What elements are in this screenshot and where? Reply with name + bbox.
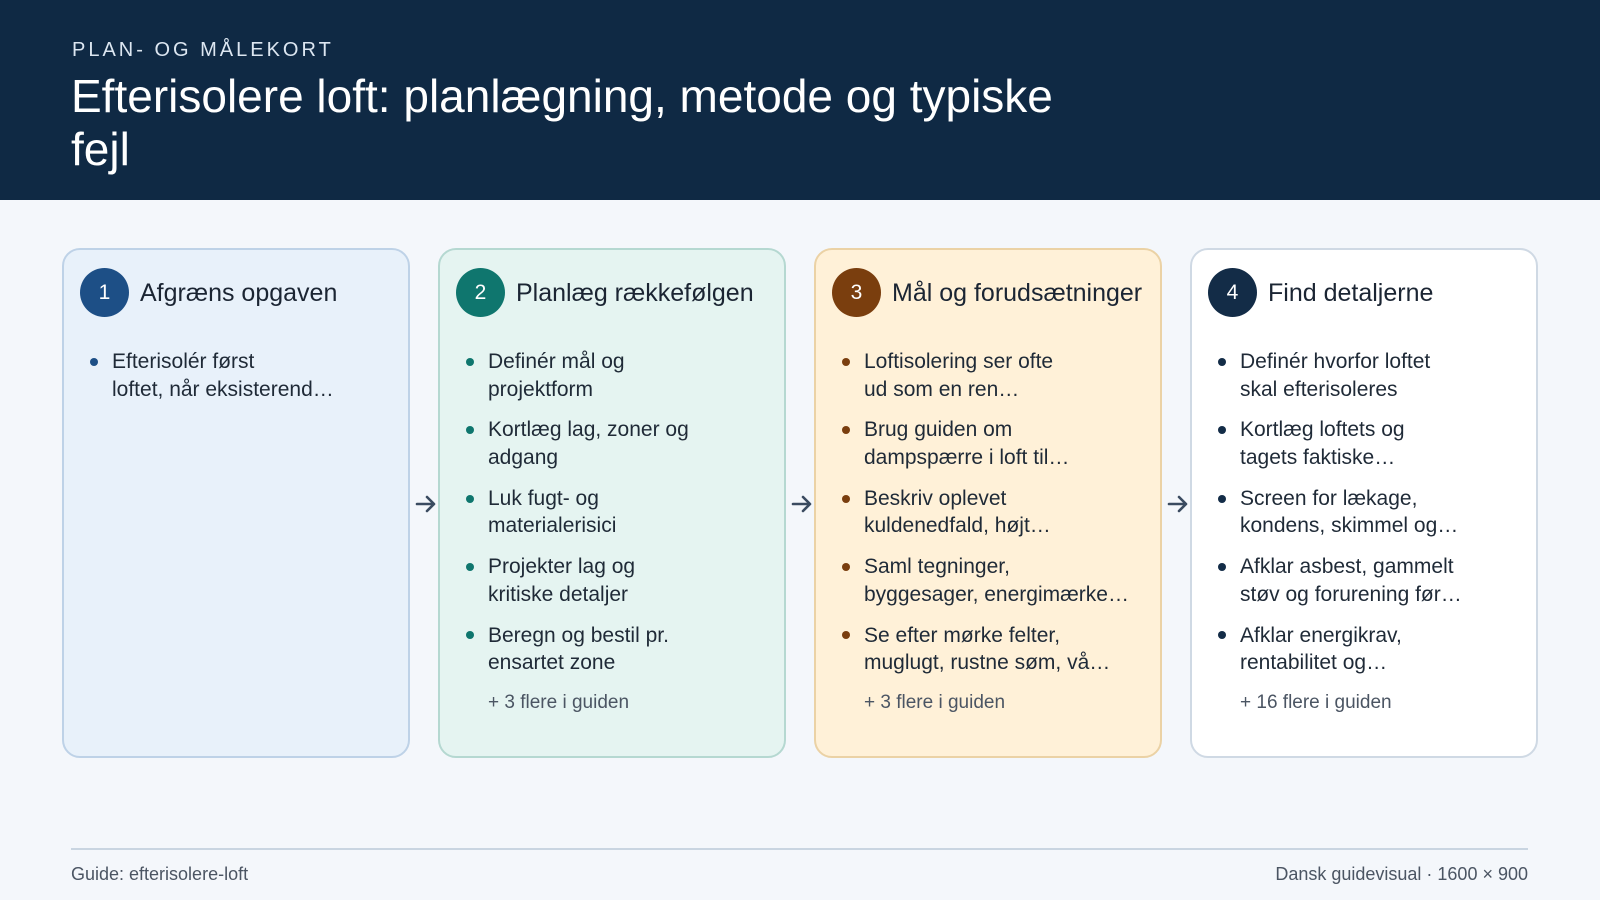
card-title: Mål og forudsætninger: [892, 278, 1143, 307]
list-item: [80, 348, 392, 403]
list-item: [456, 553, 768, 608]
item-line: Loftisolering ser ofte: [864, 350, 1054, 373]
item-line: loftet, når eksisterend…: [112, 377, 334, 401]
bullet-icon: [1218, 563, 1226, 571]
bullet-icon: [90, 358, 98, 366]
footer-meta-label: Dansk guidevisual · 1600 × 900: [1275, 864, 1528, 884]
bullet-icon: [842, 631, 850, 639]
step-card-4: [1190, 248, 1538, 758]
card-header: [456, 268, 768, 317]
bullet-icon: [1218, 358, 1226, 366]
more-items-note: + 16 flere i guiden: [1240, 691, 1392, 713]
item-line: kuldenedfald, højt…: [864, 514, 1051, 538]
card-header: [832, 268, 1144, 317]
item-list: [1208, 348, 1520, 677]
item-line: ensartet zone: [488, 651, 616, 675]
item-line: støv og forurening før…: [1240, 582, 1462, 606]
bullet-icon: [466, 631, 474, 639]
item-line: kondens, skimmel og…: [1240, 514, 1459, 538]
item-line: skal efterisoleres: [1240, 377, 1398, 401]
card-header: [1208, 268, 1520, 317]
item-line: ud som en ren…: [864, 377, 1020, 401]
item-line: muglugt, rustne søm, vå…: [864, 651, 1111, 675]
item-line: Beregn og bestil pr.: [488, 623, 669, 647]
list-item: [832, 485, 1144, 540]
list-item: [832, 553, 1144, 608]
item-line: materialerisici: [488, 514, 617, 538]
more-items-note: + 3 flere i guiden: [864, 691, 1006, 713]
list-item: [1208, 622, 1520, 677]
step-number-badge: 3: [832, 268, 881, 317]
step-card-1: [62, 248, 410, 758]
item-line: Definér hvorfor loftet: [1240, 350, 1431, 373]
step-card-3: [814, 248, 1162, 758]
item-line: Luk fugt- og: [488, 486, 599, 510]
item-line: dampspærre i loft til…: [864, 445, 1070, 469]
item-line: byggesager, energimærke…: [864, 582, 1129, 606]
header-band: [0, 0, 1600, 200]
bullet-icon: [466, 426, 474, 434]
list-item: [1208, 485, 1520, 540]
bullet-icon: [842, 563, 850, 571]
eyebrow-label: PLAN- OG MÅLEKORT: [72, 39, 334, 61]
bullet-icon: [842, 426, 850, 434]
list-item: [456, 622, 768, 677]
item-line: Projekter lag og: [488, 555, 636, 579]
list-item: [832, 622, 1144, 677]
bullet-icon: [1218, 495, 1226, 503]
more-items-note: + 3 flere i guiden: [488, 691, 630, 713]
item-line: Screen for lækage,: [1240, 486, 1418, 510]
footer-guide-label: Guide: efterisolere-loft: [71, 864, 249, 884]
arrow-right-icon: [414, 492, 438, 516]
item-line: Kortlæg loftets og: [1240, 418, 1405, 442]
page-title: Efterisolere loft: planlægning, metode og typiske fejl: [71, 70, 1053, 175]
item-list: [80, 348, 392, 403]
item-line: Kortlæg lag, zoner og: [488, 418, 689, 442]
card-title: Afgræns opgaven: [140, 278, 338, 307]
list-item: [1208, 348, 1520, 403]
bullet-icon: [1218, 426, 1226, 434]
list-item: [832, 348, 1144, 403]
item-line: Beskriv oplevet: [864, 486, 1007, 510]
footer-divider: [71, 848, 1528, 850]
step-number-badge: 1: [80, 268, 129, 317]
item-line: adgang: [488, 445, 559, 469]
item-line: Efterisolér først: [112, 350, 255, 373]
item-list: [832, 348, 1144, 677]
item-list: [456, 348, 768, 677]
arrow-right-icon: [790, 492, 814, 516]
bullet-icon: [842, 495, 850, 503]
card-title: Find detaljerne: [1268, 278, 1434, 307]
item-line: Se efter mørke felter,: [864, 623, 1061, 647]
list-item: [456, 485, 768, 540]
bullet-icon: [842, 358, 850, 366]
item-line: kritiske detaljer: [488, 582, 629, 606]
step-number-badge: 4: [1208, 268, 1257, 317]
bullet-icon: [466, 563, 474, 571]
list-item: [456, 348, 768, 403]
card-header: [80, 268, 392, 317]
item-line: rentabilitet og…: [1240, 651, 1388, 675]
item-line: tagets faktiske…: [1240, 445, 1396, 469]
step-number-badge: 2: [456, 268, 505, 317]
list-item: [832, 416, 1144, 471]
list-item: [1208, 553, 1520, 608]
bullet-icon: [1218, 631, 1226, 639]
item-line: Definér mål og: [488, 350, 625, 373]
item-line: Afklar asbest, gammelt: [1240, 555, 1454, 579]
bullet-icon: [466, 495, 474, 503]
bullet-icon: [466, 358, 474, 366]
item-line: Brug guiden om: [864, 418, 1013, 442]
card-title: Planlæg rækkefølgen: [516, 278, 754, 307]
arrow-right-icon: [1166, 492, 1190, 516]
step-card-2: [438, 248, 786, 758]
item-line: projektform: [488, 377, 594, 401]
item-line: Saml tegninger,: [864, 555, 1010, 579]
item-line: Afklar energikrav,: [1240, 623, 1402, 647]
list-item: [456, 416, 768, 471]
list-item: [1208, 416, 1520, 471]
